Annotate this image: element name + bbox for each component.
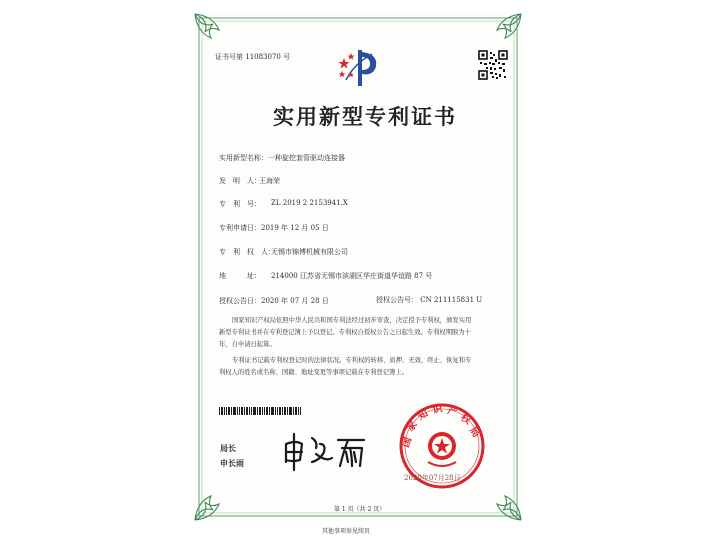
body-paragraph-line: 专利证书记载专利权登记时的法律状况。专利权的转移、质押、无效、终止、恢复和专: [232, 357, 472, 364]
field-grant-date: [219, 296, 329, 306]
svg-text:家: 家: [404, 419, 420, 434]
field-patentee: [219, 247, 348, 257]
cert-number-value: 11083070: [245, 53, 281, 61]
field-label: 专 利 权 人：: [219, 248, 275, 256]
footer-note: 其他事项参见续页: [322, 528, 371, 535]
cert-number-label: 证书号第: [215, 53, 243, 61]
field-application-date: [219, 223, 329, 233]
cert-number-suffix: 号: [283, 53, 291, 61]
director-name-label: 申长雨: [220, 459, 244, 468]
field-value: 一种旋挖套管驱动连接器: [268, 154, 345, 162]
field-grant-number: [376, 296, 482, 305]
field-label: 实用新型名称：: [219, 154, 268, 162]
field-value: 214000 江苏省无锡市滨湖区华庄街道华谊路 87 号: [271, 272, 433, 280]
page-number: 第 1 页（共 2 页）: [334, 506, 386, 513]
field-value: CN 211115831 U: [420, 296, 483, 304]
field-label: 地 址：: [219, 272, 261, 280]
director-title-label: 局长: [220, 444, 236, 453]
svg-text:知: 知: [416, 408, 431, 423]
qr-code-icon: [478, 50, 508, 80]
svg-text:识: 识: [431, 403, 444, 416]
cnipa-logo-icon: [336, 46, 380, 90]
barcode-icon: [219, 407, 301, 415]
field-value: 王海荣: [259, 177, 280, 185]
body-paragraph-line: 利权人的姓名或名称、国籍、地址变更等事项记载在专利登记簿上。: [219, 369, 408, 376]
body-paragraph-line: 国家知识产权局依照中华人民共和国专利法经过初步审查，决定授予专利权，颁发实用: [232, 317, 472, 324]
handwritten-signature-icon: [282, 432, 378, 472]
certificate-number: [215, 53, 290, 62]
svg-text:产: 产: [446, 405, 459, 419]
field-patent-number: [219, 199, 348, 209]
field-inventor: [219, 176, 280, 186]
svg-text:权: 权: [458, 412, 473, 427]
body-paragraph-line: 年，自申请日起算。: [219, 341, 276, 348]
seal-date: 2020年07月28日: [404, 474, 461, 482]
field-utility-model-name: [219, 153, 345, 163]
field-address: [219, 271, 432, 281]
field-value: ZL 2019 2 2153941.X: [271, 199, 348, 207]
certificate-title: 实用新型专利证书: [273, 105, 457, 129]
field-label: 专 利 号：: [219, 200, 261, 208]
field-value: 2020 年 07 月 28 日: [261, 297, 329, 305]
field-value: 无锡市锦博机械有限公司: [271, 248, 348, 256]
field-label: 授权公告号：: [376, 296, 418, 304]
svg-text:国: 国: [400, 435, 415, 450]
svg-text:局: 局: [466, 425, 482, 440]
field-value: 2019 年 12 月 05 日: [261, 224, 329, 232]
field-label: 授权公告日：: [219, 297, 261, 305]
body-paragraph-line: 新型专利证书并在专利登记簿上予以登记。专利权自授权公告之日起生效。专利权期限为十: [219, 329, 471, 336]
field-label: 发 明 人：: [219, 177, 261, 185]
field-label: 专利申请日：: [219, 224, 261, 232]
